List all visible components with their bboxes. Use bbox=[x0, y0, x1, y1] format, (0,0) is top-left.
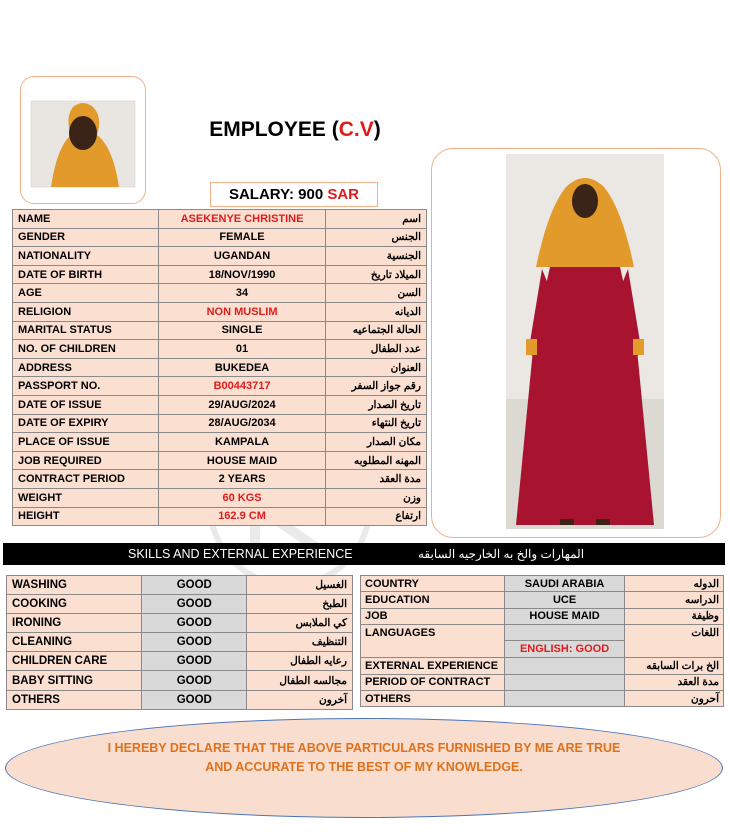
detail-label: NATIONALITY bbox=[13, 247, 159, 266]
skill-level: GOOD bbox=[142, 576, 247, 595]
table-row bbox=[13, 340, 427, 359]
table-row bbox=[13, 377, 427, 396]
detail-label-ar: اسم bbox=[325, 210, 426, 229]
exp-others-ar: آحرون bbox=[624, 690, 723, 706]
detail-value: 60 KGS bbox=[159, 488, 325, 507]
skill-name: WASHING bbox=[7, 576, 142, 595]
detail-label-ar: الحالة الجتماعيه bbox=[325, 321, 426, 340]
table-row bbox=[361, 658, 724, 674]
detail-value: NON MUSLIM bbox=[159, 302, 325, 321]
full-body-photo-frame bbox=[431, 148, 721, 538]
table-row bbox=[13, 302, 427, 321]
table-row bbox=[361, 608, 724, 624]
skill-name-ar: التنظيف bbox=[247, 633, 353, 652]
detail-label: PLACE OF ISSUE bbox=[13, 433, 159, 452]
exp-external-label: EXTERNAL EXPERIENCE bbox=[361, 658, 505, 674]
skill-name-ar: كي الملابس bbox=[247, 614, 353, 633]
skill-name: BABY SITTING bbox=[7, 671, 142, 690]
detail-label-ar: رقم جواز السفر bbox=[325, 377, 426, 396]
table-row bbox=[13, 210, 427, 229]
detail-value: 29/AUG/2024 bbox=[159, 395, 325, 414]
detail-value: FEMALE bbox=[159, 228, 325, 247]
table-row bbox=[13, 414, 427, 433]
skill-name-ar: رعايه الطفال bbox=[247, 652, 353, 671]
table-row bbox=[7, 576, 353, 595]
detail-label: NO. OF CHILDREN bbox=[13, 340, 159, 359]
detail-label-ar: عدد الطفال bbox=[325, 340, 426, 359]
table-row bbox=[13, 358, 427, 377]
detail-label: ADDRESS bbox=[13, 358, 159, 377]
declaration-oval bbox=[5, 718, 723, 818]
table-row bbox=[7, 595, 353, 614]
detail-label: HEIGHT bbox=[13, 507, 159, 526]
table-row bbox=[7, 633, 353, 652]
table-row bbox=[13, 488, 427, 507]
detail-label: AGE bbox=[13, 284, 159, 303]
detail-value: 2 YEARS bbox=[159, 470, 325, 489]
detail-label: CONTRACT PERIOD bbox=[13, 470, 159, 489]
table-row bbox=[13, 265, 427, 284]
portrait-photo bbox=[21, 77, 145, 203]
table-row bbox=[13, 451, 427, 470]
salary-currency: SAR bbox=[327, 186, 360, 203]
skill-name-ar: الغسيل bbox=[247, 576, 353, 595]
exp-job-ar: وظيفة bbox=[624, 608, 723, 624]
table-row bbox=[13, 228, 427, 247]
table-row bbox=[7, 671, 353, 690]
skills-table bbox=[6, 575, 353, 710]
full-body-photo bbox=[432, 149, 720, 537]
detail-value: 18/NOV/1990 bbox=[159, 265, 325, 284]
detail-label-ar: تاريخ الصدار bbox=[325, 395, 426, 414]
detail-value: UGANDAN bbox=[159, 247, 325, 266]
skill-name-ar: مجالسه الطفال bbox=[247, 671, 353, 690]
detail-label-ar: ارتفاع bbox=[325, 507, 426, 526]
detail-label: WEIGHT bbox=[13, 488, 159, 507]
detail-value: HOUSE MAID bbox=[159, 451, 325, 470]
skill-name: CHILDREN CARE bbox=[7, 652, 142, 671]
detail-label-ar: الميلاد تاريخ bbox=[325, 265, 426, 284]
detail-label: RELIGION bbox=[13, 302, 159, 321]
table-row bbox=[13, 470, 427, 489]
exp-languages-value: ENGLISH: GOOD bbox=[505, 641, 624, 658]
skill-name: COOKING bbox=[7, 595, 142, 614]
skill-level: GOOD bbox=[142, 671, 247, 690]
table-row bbox=[13, 395, 427, 414]
detail-label: JOB REQUIRED bbox=[13, 451, 159, 470]
salary-box bbox=[210, 182, 378, 207]
skill-level: GOOD bbox=[142, 633, 247, 652]
exp-external-value bbox=[505, 658, 624, 674]
table-row bbox=[361, 674, 724, 690]
detail-label-ar: الجنسية bbox=[325, 247, 426, 266]
table-row bbox=[7, 614, 353, 633]
exp-others-value bbox=[505, 690, 624, 706]
detail-value: SINGLE bbox=[159, 321, 325, 340]
detail-label-ar: تاريخ النتهاء bbox=[325, 414, 426, 433]
table-row bbox=[7, 652, 353, 671]
exp-others-label: OTHERS bbox=[361, 690, 505, 706]
exp-job-value: HOUSE MAID bbox=[505, 608, 624, 624]
skill-name-ar: الطبخ bbox=[247, 595, 353, 614]
skill-level: GOOD bbox=[142, 652, 247, 671]
detail-label: DATE OF EXPIRY bbox=[13, 414, 159, 433]
detail-label: NAME bbox=[13, 210, 159, 229]
skill-level: GOOD bbox=[142, 614, 247, 633]
skills-header-bar bbox=[3, 543, 725, 565]
personal-details-table bbox=[12, 209, 427, 526]
table-row bbox=[361, 592, 724, 608]
exp-education-value: UCE bbox=[505, 592, 624, 608]
table-row bbox=[361, 690, 724, 706]
exp-languages-ar: اللغات bbox=[624, 625, 723, 658]
exp-country-value: SAUDI ARABIA bbox=[505, 576, 624, 592]
exp-languages-label: LANGUAGES bbox=[361, 625, 505, 658]
exp-period-ar: مدة العقد bbox=[624, 674, 723, 690]
detail-label-ar: السن bbox=[325, 284, 426, 303]
detail-value: 162.9 CM bbox=[159, 507, 325, 526]
exp-languages-blank bbox=[505, 625, 624, 641]
skill-name: IRONING bbox=[7, 614, 142, 633]
exp-external-ar: الخ برات السابقه bbox=[624, 658, 723, 674]
detail-value: 34 bbox=[159, 284, 325, 303]
exp-country-label: COUNTRY bbox=[361, 576, 505, 592]
detail-label: GENDER bbox=[13, 228, 159, 247]
detail-label-ar: الديانه bbox=[325, 302, 426, 321]
exp-period-label: PERIOD OF CONTRACT bbox=[361, 674, 505, 690]
skills-header-en: SKILLS AND EXTERNAL EXPERIENCE bbox=[128, 547, 353, 561]
salary-label: SALARY: 900 bbox=[228, 186, 324, 203]
table-row bbox=[361, 625, 724, 641]
experience-table bbox=[360, 575, 724, 707]
exp-education-ar: الدراسه bbox=[624, 592, 723, 608]
detail-label-ar: المهنه المطلوبه bbox=[325, 451, 426, 470]
table-row bbox=[7, 690, 353, 709]
page-title-accent: C.V bbox=[338, 118, 374, 141]
detail-label-ar: مكان الصدار bbox=[325, 433, 426, 452]
declaration-text: I HEREBY DECLARE THAT THE ABOVE PARTICULARS FURNISHED BY ME ARE TRUE AND ACCURATE TO THE BEST OF MY KNOWLEDGE. bbox=[107, 741, 621, 774]
detail-label-ar: العنوان bbox=[325, 358, 426, 377]
skill-level: GOOD bbox=[142, 690, 247, 709]
skill-name-ar: آخرون bbox=[247, 690, 353, 709]
table-row bbox=[13, 247, 427, 266]
detail-label: DATE OF BIRTH bbox=[13, 265, 159, 284]
detail-value: ASEKENYE CHRISTINE bbox=[159, 210, 325, 229]
skill-name: CLEANING bbox=[7, 633, 142, 652]
detail-value: B00443717 bbox=[159, 377, 325, 396]
portrait-photo-frame bbox=[20, 76, 146, 204]
table-row bbox=[13, 433, 427, 452]
table-row bbox=[13, 284, 427, 303]
detail-value: KAMPALA bbox=[159, 433, 325, 452]
exp-country-ar: الدوله bbox=[624, 576, 723, 592]
detail-value: BUKEDEA bbox=[159, 358, 325, 377]
detail-label: MARITAL STATUS bbox=[13, 321, 159, 340]
detail-value: 01 bbox=[159, 340, 325, 359]
page-title: EMPLOYEE (C.V) bbox=[209, 118, 381, 141]
table-row bbox=[13, 507, 427, 526]
table-row bbox=[13, 321, 427, 340]
skill-level: GOOD bbox=[142, 595, 247, 614]
detail-value: 28/AUG/2034 bbox=[159, 414, 325, 433]
detail-label-ar: الجنس bbox=[325, 228, 426, 247]
skills-header-ar: المهارات والخ به الخارجيه السابقه bbox=[418, 547, 585, 561]
detail-label: DATE OF ISSUE bbox=[13, 395, 159, 414]
detail-label-ar: مدة العقد bbox=[325, 470, 426, 489]
detail-label-ar: وزن bbox=[325, 488, 426, 507]
detail-label: PASSPORT NO. bbox=[13, 377, 159, 396]
exp-job-label: JOB bbox=[361, 608, 505, 624]
skill-name: OTHERS bbox=[7, 690, 142, 709]
table-row bbox=[361, 576, 724, 592]
exp-education-label: EDUCATION bbox=[361, 592, 505, 608]
exp-period-value bbox=[505, 674, 624, 690]
